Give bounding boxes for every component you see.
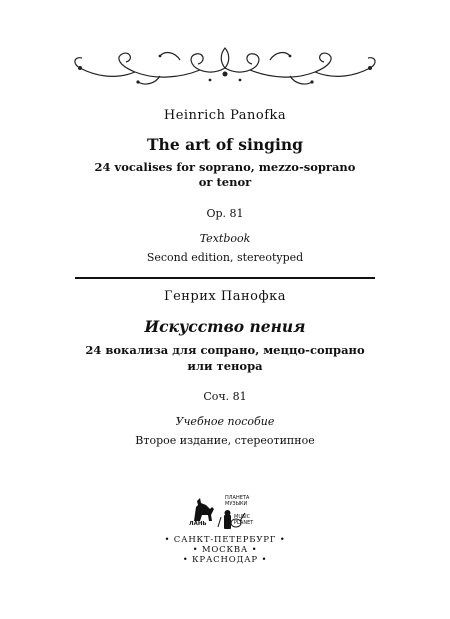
book-title-english: The art of singing: [147, 135, 303, 154]
decorative-ornament: [60, 40, 390, 90]
subtitle-english-line2: or tenor: [198, 175, 252, 189]
author-name-english: Heinrich Panofka: [163, 108, 287, 123]
genre-russian: Учебное пособие: [175, 415, 275, 428]
opus-english: Op. 81: [206, 207, 244, 220]
publisher-city: • САНКТ-ПЕТЕРБУРГ •: [164, 535, 286, 545]
subtitle-russian-line1: 24 вокализа для сопрано, меццо-сопрано: [85, 343, 365, 357]
opus-russian: Соч. 81: [203, 390, 247, 403]
section-divider: [75, 277, 375, 279]
subtitle-english-line1: 24 vocalises for soprano, mezzo-soprano: [94, 160, 356, 174]
publisher-city: • МОСКВА •: [192, 545, 258, 555]
edition-english: Second edition, stereotyped: [146, 251, 304, 264]
publisher-city: • КРАСНОДАР •: [182, 555, 268, 565]
book-title-russian: Искусство пения: [144, 317, 306, 336]
publisher-brand-label: ЛАНЬ: [189, 521, 207, 527]
genre-english: Textbook: [199, 232, 251, 245]
subtitle-russian-line2: или тенора: [187, 359, 263, 373]
edition-russian: Второе издание, стереотипное: [135, 434, 315, 447]
publisher-logo-side-label: MUSIC PLANET: [234, 514, 254, 526]
publisher-logo-label: ПЛАНЕТА МУЗЫКИ: [225, 495, 250, 507]
author-name-russian: Генрих Панофка: [163, 289, 287, 304]
